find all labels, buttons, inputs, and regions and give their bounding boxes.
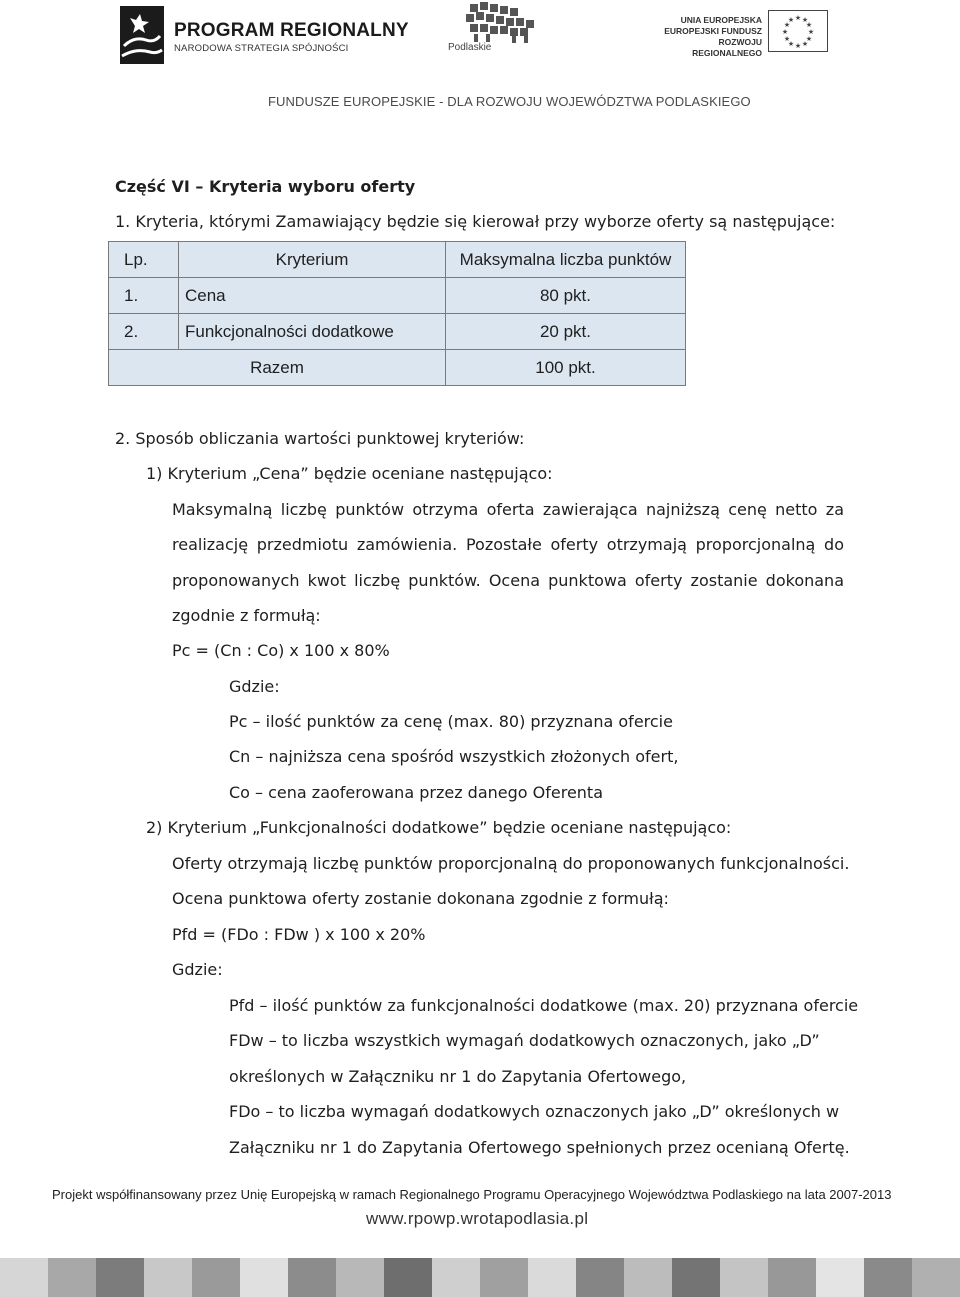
svg-text:★: ★ xyxy=(801,16,809,24)
point1-text: 1. Kryteria, którymi Zamawiający będzie się kierował przy wyborze oferty są następujące: xyxy=(115,212,836,231)
strip-block xyxy=(672,1258,720,1297)
criterion2-definition: FDo – to liczba wymagań dodatkowych oznaczonych jako „D” określonych w xyxy=(229,1102,840,1121)
total-value: 100 pkt. xyxy=(446,350,686,386)
table-row xyxy=(109,278,686,314)
svg-text:★: ★ xyxy=(801,40,809,48)
podlaskie-logo xyxy=(440,0,550,60)
row-points: 80 pkt. xyxy=(446,278,686,314)
strip-block xyxy=(720,1258,768,1297)
criterion1-paragraph-last: zgodnie z formułą: xyxy=(172,606,321,625)
header-lp: Lp. xyxy=(109,242,179,278)
strip-block xyxy=(912,1258,960,1297)
eu-line1: UNIA EUROPEJSKA xyxy=(680,15,762,25)
footer-decorative-strip xyxy=(0,1258,960,1297)
strip-block xyxy=(192,1258,240,1297)
total-label: Razem xyxy=(109,350,446,386)
program-title: PROGRAM REGIONALNY xyxy=(174,20,409,41)
strip-block xyxy=(336,1258,384,1297)
criterion2-definition: określonych w Załączniku nr 1 do Zapytania Ofertowego, xyxy=(229,1067,687,1086)
footer-cofinancing-note: Projekt współfinansowany przez Unię Europejską w ramach Regionalnego Programu Operacyjnego Województwa Podlaskiego na lata 2007-2013 xyxy=(52,1187,892,1202)
criterion1-formula: Pc = (Cn : Co) x 100 x 80% xyxy=(172,641,390,660)
table-row xyxy=(109,314,686,350)
point2-text: 2. Sposób obliczania wartości punktowej kryteriów: xyxy=(115,429,525,448)
strip-block xyxy=(144,1258,192,1297)
row-criterion: Funkcjonalności dodatkowe xyxy=(179,314,446,350)
criterion2-heading: 2) Kryterium „Funkcjonalności dodatkowe” będzie oceniane następująco: xyxy=(146,818,732,837)
criterion1-definition: Cn – najniższa cena spośród wszystkich złożonych ofert, xyxy=(229,747,679,766)
region-logo-text: Podlaskie xyxy=(448,42,492,53)
header-max-points: Maksymalna liczba punktów xyxy=(446,242,686,278)
eu-flag-icon xyxy=(768,10,828,52)
strip-block xyxy=(768,1258,816,1297)
criterion1-definition: Co – cena zaoferowana przez danego Oferenta xyxy=(229,783,604,802)
strip-block xyxy=(576,1258,624,1297)
criterion2-definition: Załączniku nr 1 do Zapytania Ofertowego spełnionych przez ocenianą Ofertę. xyxy=(229,1138,850,1157)
bison-icon xyxy=(440,0,550,44)
criteria-table xyxy=(108,241,686,386)
svg-text:★: ★ xyxy=(794,42,802,50)
program-regionalny-logo xyxy=(120,6,409,68)
table-total-row xyxy=(109,350,686,386)
criterion1-definition: Pc – ilość punktów za cenę (max. 80) przyznana ofercie xyxy=(229,712,673,731)
strip-block xyxy=(384,1258,432,1297)
criterion1-heading: 1) Kryterium „Cena” będzie oceniane następująco: xyxy=(146,464,553,483)
strip-block xyxy=(432,1258,480,1297)
svg-text:★: ★ xyxy=(783,21,791,29)
criterion2-definition: FDw – to liczba wszystkich wymagań dodatkowych oznaczonych, jako „D” xyxy=(229,1031,820,1050)
section-title: Część VI – Kryteria wyboru oferty xyxy=(115,177,416,196)
svg-text:★: ★ xyxy=(807,28,815,36)
star-flag-icon xyxy=(120,6,164,64)
criterion2-where: Gdzie: xyxy=(172,960,223,979)
footer-url: www.rpowp.wrotapodlasia.pl xyxy=(366,1209,589,1228)
svg-text:★: ★ xyxy=(805,35,813,43)
header-criterion: Kryterium xyxy=(179,242,446,278)
criterion2-formula: Pfd = (FDo : FDw ) x 100 x 20% xyxy=(172,925,426,944)
eu-logo xyxy=(650,10,830,60)
program-subtitle: NARODOWA STRATEGIA SPÓJNOŚCI xyxy=(174,43,349,54)
row-number: 2. xyxy=(109,314,179,350)
criterion2-definition: Pfd – ilość punktów za funkcjonalności dodatkowe (max. 20) przyznana ofercie xyxy=(229,996,859,1015)
strip-block xyxy=(864,1258,912,1297)
eu-line3: ROZWOJU REGIONALNEGO xyxy=(692,37,762,58)
row-points: 20 pkt. xyxy=(446,314,686,350)
row-criterion: Cena xyxy=(179,278,446,314)
criterion2-paragraph: Oferty otrzymają liczbę punktów proporcjonalną do proponowanych funkcjonalności. xyxy=(172,854,850,873)
svg-text:★: ★ xyxy=(787,16,795,24)
criterion1-where: Gdzie: xyxy=(229,677,280,696)
svg-text:★: ★ xyxy=(787,40,795,48)
row-number: 1. xyxy=(109,278,179,314)
table-header-row xyxy=(109,242,686,278)
criterion1-paragraph-line: proponowanych kwot liczbę punktów. Ocena punktowa oferty zostanie dokonana xyxy=(172,571,844,590)
strip-block xyxy=(288,1258,336,1297)
svg-text:★: ★ xyxy=(783,35,791,43)
criterion2-paragraph: Ocena punktowa oferty zostanie dokonana zgodnie z formułą: xyxy=(172,889,669,908)
strip-block xyxy=(528,1258,576,1297)
eu-line2: EUROPEJSKI FUNDUSZ xyxy=(664,26,762,36)
svg-text:★: ★ xyxy=(805,21,813,29)
criterion1-paragraph-line: realizację przedmiotu zamówienia. Pozostałe oferty otrzymają proporcjonalną do xyxy=(172,535,844,554)
header-tagline: FUNDUSZE EUROPEJSKIE - DLA ROZWOJU WOJEWÓDZTWA PODLASKIEGO xyxy=(268,94,751,109)
strip-block xyxy=(480,1258,528,1297)
strip-block xyxy=(624,1258,672,1297)
criterion1-paragraph-line: Maksymalną liczbę punktów otrzyma oferta zawierająca najniższą cenę netto za xyxy=(172,500,844,519)
strip-block xyxy=(48,1258,96,1297)
strip-block xyxy=(0,1258,48,1297)
svg-text:★: ★ xyxy=(781,28,789,36)
strip-block xyxy=(240,1258,288,1297)
svg-text:★: ★ xyxy=(794,14,802,22)
strip-block xyxy=(816,1258,864,1297)
strip-block xyxy=(96,1258,144,1297)
